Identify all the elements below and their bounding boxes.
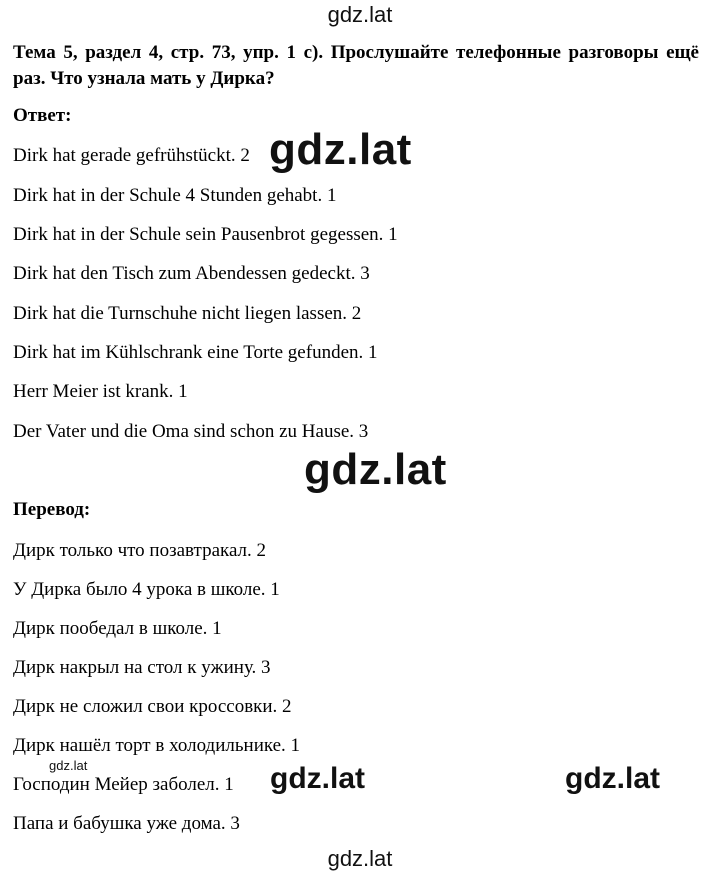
watermark-large-2: gdz.lat <box>304 445 447 494</box>
answer-line-1: Dirk hat gerade gefrühstückt. 2 <box>13 145 250 166</box>
translation-line-8: Папа и бабушка уже дома. 3 <box>13 813 240 834</box>
watermark-mid-1: gdz.lat <box>270 762 365 795</box>
task-statement: Тема 5, раздел 4, стр. 73, упр. 1 с). Прослушайте телефонные разговоры ещё раз. Что узнала мать у Дирка? <box>13 42 699 89</box>
answer-line-5: Dirk hat die Turnschuhe nicht liegen lassen. 2 <box>13 303 362 324</box>
watermark-top: gdz.lat <box>327 2 393 27</box>
watermark-mid-2: gdz.lat <box>565 762 660 795</box>
translation-line-1: Дирк только что позавтракал. 2 <box>13 540 267 561</box>
answer-line-3: Dirk hat in der Schule sein Pausenbrot gegessen. 1 <box>13 224 398 245</box>
translation-line-5: Дирк не сложил свои кроссовки. 2 <box>13 696 292 717</box>
answer-line-7: Herr Meier ist krank. 1 <box>13 381 188 402</box>
translation-line-2: У Дирка было 4 урока в школе. 1 <box>13 579 280 600</box>
translation-line-6: Дирк нашёл торт в холодильнике. 1 <box>13 735 301 756</box>
translation-heading: Перевод: <box>13 499 91 520</box>
watermark-small: gdz.lat <box>49 758 88 773</box>
answer-line-8: Der Vater und die Oma sind schon zu Hause. 3 <box>13 421 369 442</box>
answer-line-2: Dirk hat in der Schule 4 Stunden gehabt. 1 <box>13 185 337 206</box>
translation-line-4: Дирк накрыл на стол к ужину. 3 <box>13 657 271 678</box>
watermark-large-1: gdz.lat <box>269 125 412 174</box>
answer-line-6: Dirk hat im Kühlschrank eine Torte gefunden. 1 <box>13 342 378 363</box>
translation-line-3: Дирк пообедал в школе. 1 <box>13 618 222 639</box>
watermark-bottom: gdz.lat <box>327 846 393 871</box>
translation-line-7: Господин Мейер заболел. 1 <box>13 774 234 795</box>
answer-line-4: Dirk hat den Tisch zum Abendessen gedeckt. 3 <box>13 263 370 284</box>
answer-heading: Ответ: <box>13 105 72 126</box>
